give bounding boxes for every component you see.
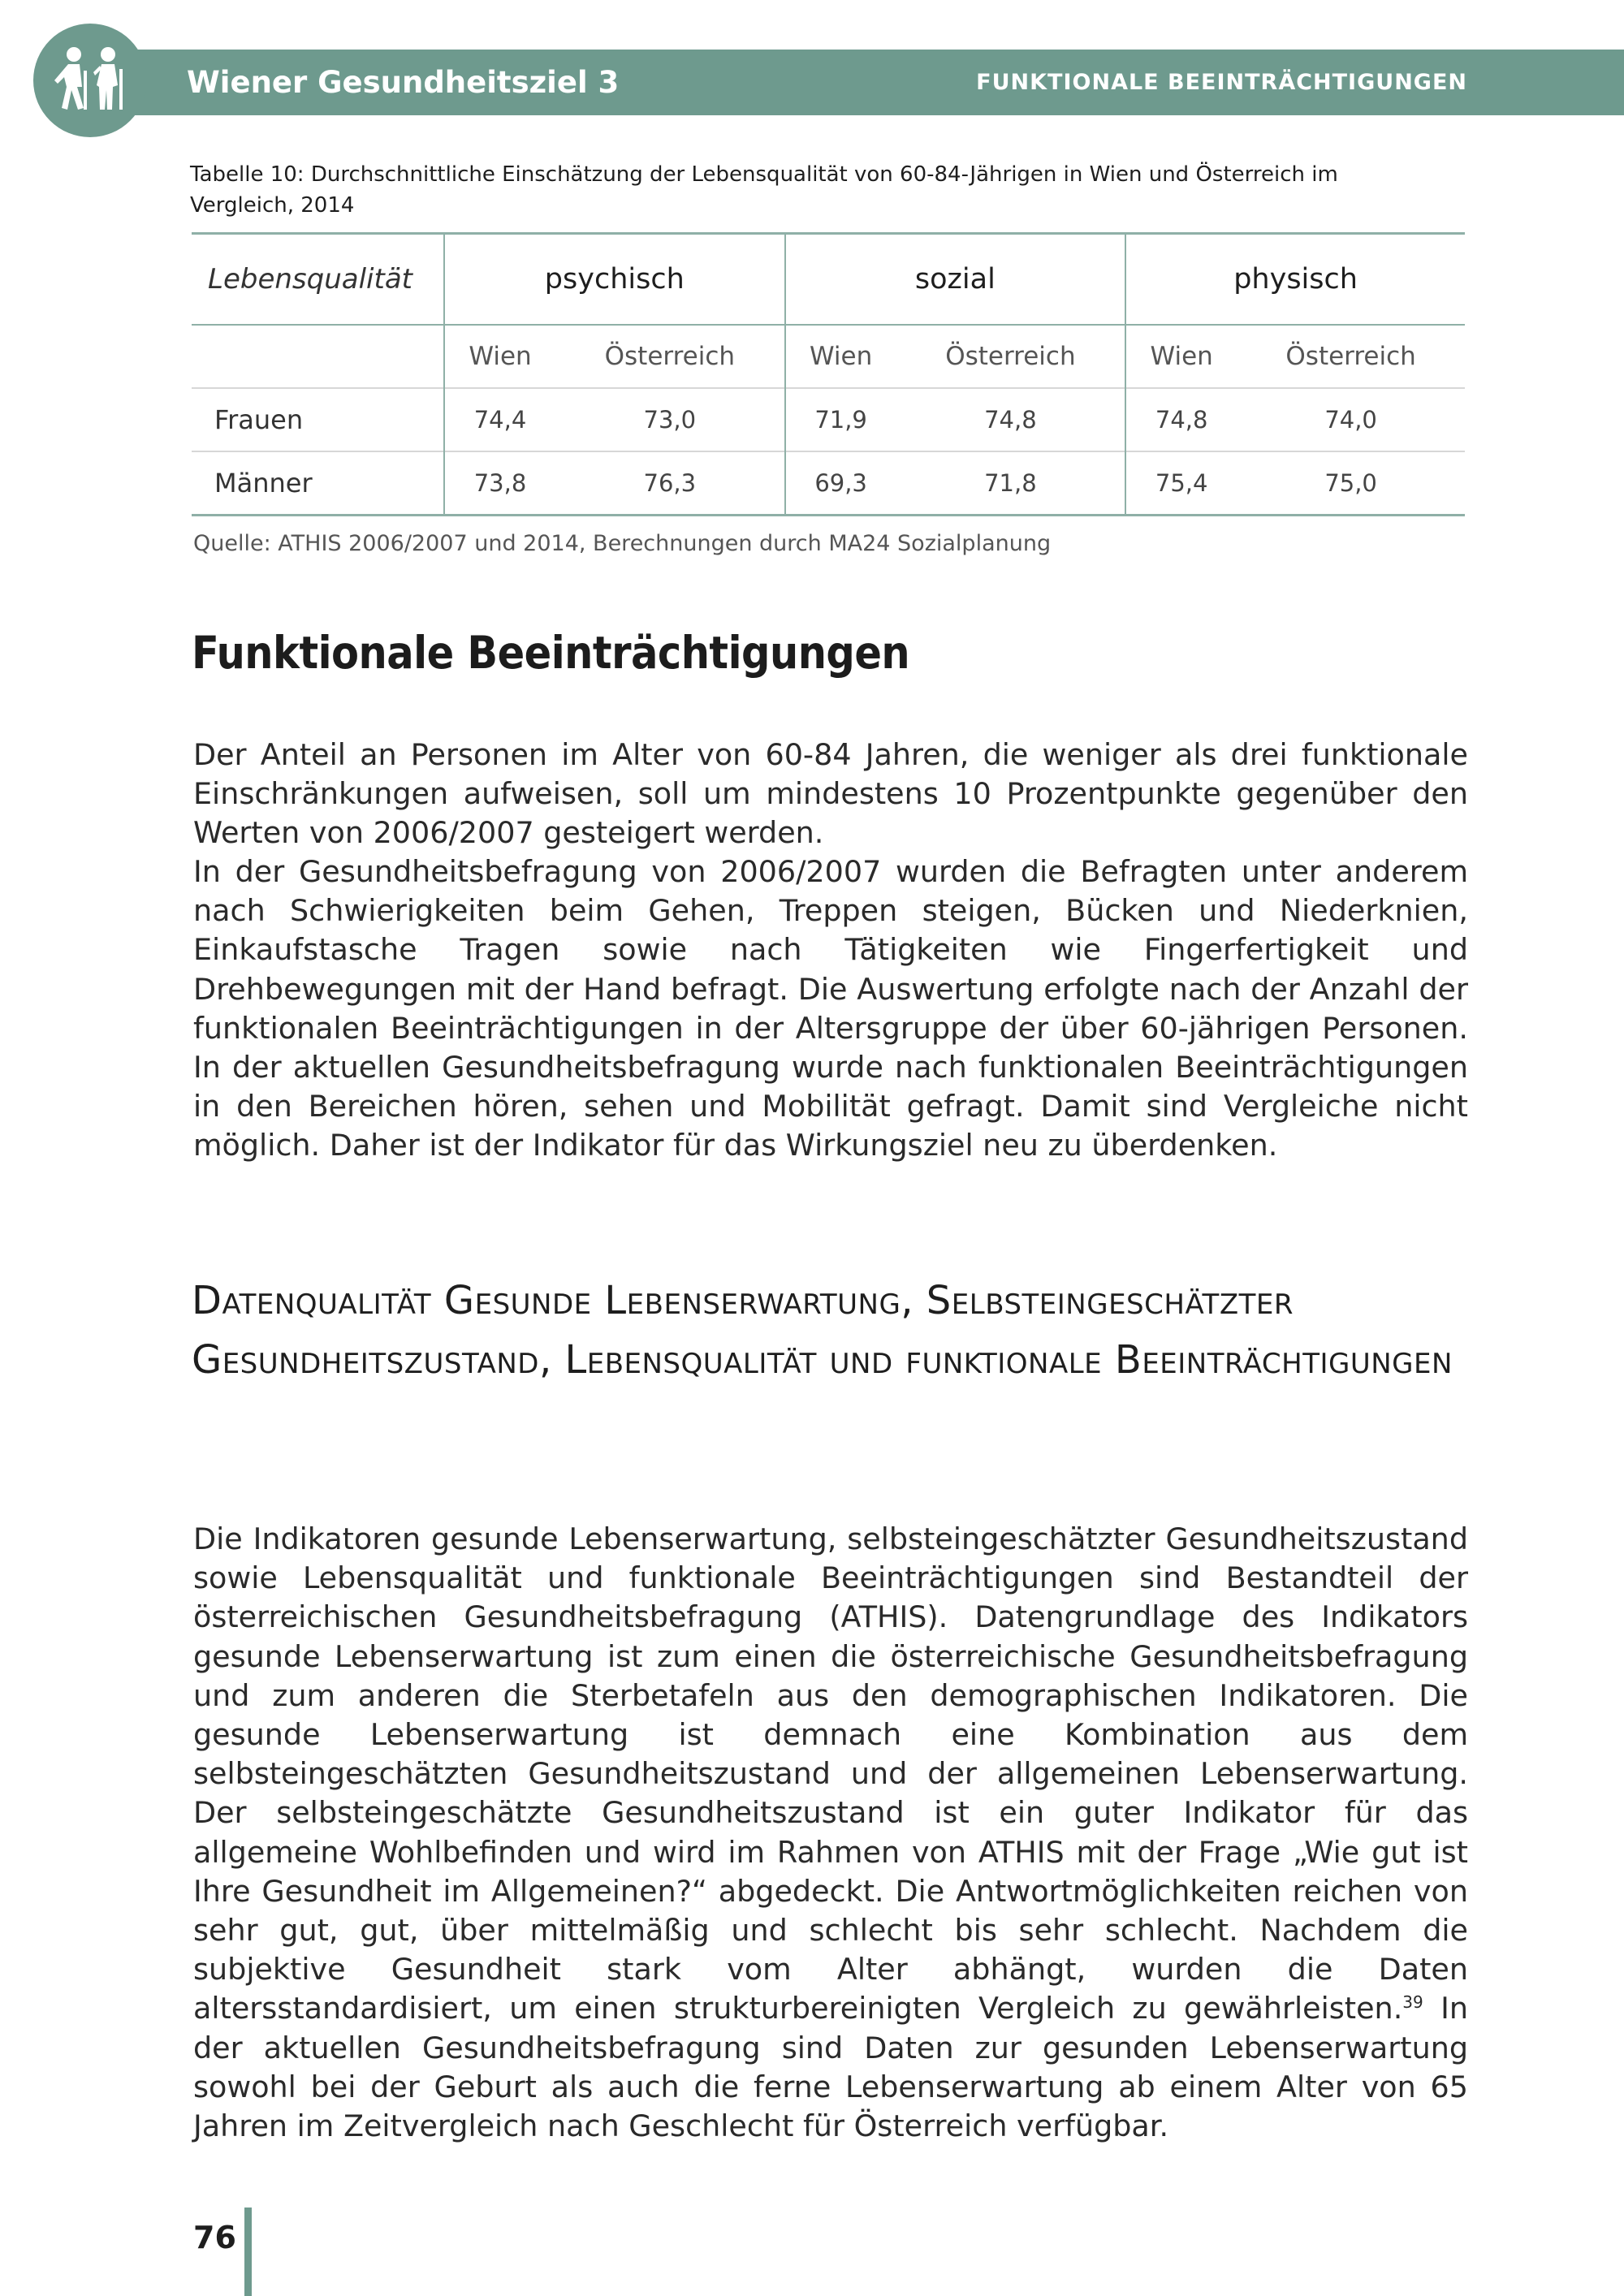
- table-cell: 75,4: [1125, 451, 1237, 516]
- table-cell: 73,0: [555, 388, 785, 451]
- paragraph-survey: In der Gesundheitsbefragung von 2006/2007 wurden die Befragten unter anderem nach Schwierigkeiten beim Gehen, Treppen steigen, Bücken und Niederknien, Einkaufstasche Tragen sowie nach Tätigkeiten wie Fingerfertigkeit und Drehbewegungen mit der Hand befragt. Die Auswertung erfolgte nach der Anzahl der funktionalen Beeinträchtigungen in der Altersgruppe der über 60-jährigen Personen. In der aktuellen Gesundheitsbefragung wurde nach funktionalen Beeinträchtigungen in den Bereichen hören, sehen und Mobilität gefragt. Damit sind Vergleiche nicht möglich. Daher ist der Indikator für das Wirkungsziel neu zu überdenken.: [193, 854, 1468, 1163]
- table-cell: 76,3: [555, 451, 785, 516]
- table-cell: 69,3: [785, 451, 896, 516]
- quality-of-life-table: [192, 232, 1465, 516]
- subheader-cell: Österreich: [555, 325, 785, 388]
- table-caption: Tabelle 10: Durchschnittliche Einschätzung der Lebensqualität von 60-84-Jährigen in Wien und Österreich im Vergleich, 2014: [190, 162, 1338, 218]
- row-label: Frauen: [192, 388, 444, 451]
- subheader-cell: Österreich: [1237, 325, 1465, 388]
- table-source: Quelle: ATHIS 2006/2007 und 2014, Berechnungen durch MA24 Sozialplanung: [193, 531, 1052, 556]
- table-cell: 73,8: [444, 451, 555, 516]
- table-cell: 71,9: [785, 388, 896, 451]
- group-header-physisch: physisch: [1125, 234, 1465, 326]
- paragraph-text: Die Indikatoren gesunde Lebenserwartung, selbsteingeschätzter Gesundheitszustand sowie Lebensqualität und funktionale Beeinträchtigungen sind Bestandteil der österreichischen Gesundheitsbefragung (ATHIS). Datengrundlage des Indikators gesunde Lebenserwartung ist zum einen die österreichische Gesundheitsbefragung und zum anderen die Sterbetafeln aus den demographischen Indikatoren. Die gesunde Lebenserwartung ist demnach eine Kombination aus dem selbsteingeschätzten Gesundheitszustand und der allgemeinen Lebenserwartung. Der selbsteingeschätzte Gesundheitszustand ist ein guter Indikator für das allgemeine Wohlbefinden und wird im Rahmen von ATHIS mit der Frage „Wie gut ist Ihre Gesundheit im Allgemeinen?“ abgedeckt. Die Antwortmöglichkeiten reichen von sehr gut, gut, über mittelmäßig und schlecht bis sehr schlecht. Nachdem die subjektive Gesundheit stark vom Alter abhängt, wurden die Daten altersstandardisiert, um einen strukturbereinigten Vergleich zu gewährleisten.: [193, 1521, 1468, 2026]
- group-header-sozial: sozial: [785, 234, 1126, 326]
- section-title: FUNKTIONALE BEEINTRÄCHTIGUNGEN: [976, 70, 1467, 95]
- table-cell: 74,8: [1125, 388, 1237, 451]
- subheader-cell: Wien: [1125, 325, 1237, 388]
- row-label: Männer: [192, 451, 444, 516]
- section-heading-datenqualitaet: Datenqualität Gesunde Lebenserwartung, Selbsteingeschätzter Gesundheitszustand, Lebensqualität und funktionale Beeinträchtigungen: [192, 1278, 1453, 1383]
- table-row: [192, 388, 1465, 451]
- subheader-cell: Wien: [785, 325, 896, 388]
- table-corner-label: Lebensqualität: [208, 263, 412, 296]
- table-group-header-row: [192, 234, 1465, 326]
- table-row: [192, 451, 1465, 516]
- footer-accent-bar: [244, 2208, 252, 2296]
- subheader-empty: [192, 325, 444, 388]
- table-cell: 74,8: [896, 388, 1126, 451]
- document-title: Wiener Gesundheitsziel 3: [187, 65, 620, 100]
- table-cell: 74,4: [444, 388, 555, 451]
- page-number: 76: [193, 2220, 236, 2255]
- paragraph-data-quality: [193, 1520, 1468, 2146]
- section-heading-funktionale: Funktionale Beeinträchtigungen: [192, 627, 910, 679]
- table-cell: 71,8: [896, 451, 1126, 516]
- paragraph-target: Der Anteil an Personen im Alter von 60-84 Jahren, die weniger als drei funktionale Einschränkungen aufweisen, soll um mindestens 10 Prozentpunkte gegenüber den Werten von 2006/2007 gesteigert werden.: [193, 737, 1468, 851]
- table-subheader-row: [192, 325, 1465, 388]
- hikers-icon: [33, 24, 147, 137]
- subheader-cell: Österreich: [896, 325, 1126, 388]
- table-cell: 75,0: [1237, 451, 1465, 516]
- footnote-ref[interactable]: 39: [1402, 1992, 1423, 2013]
- group-header-psychisch: psychisch: [444, 234, 785, 326]
- paragraph-text: In der aktuellen Gesundheitsbefragung sind Daten zur gesunden Lebenserwartung sowohl bei der Geburt als auch die ferne Lebenserwartung ab einem Alter von 65 Jahren im Zeitvergleich nach Geschlecht für Österreich verfügbar.: [193, 1991, 1468, 2144]
- subheader-cell: Wien: [444, 325, 555, 388]
- table-cell: 74,0: [1237, 388, 1465, 451]
- header-band: [97, 50, 1624, 115]
